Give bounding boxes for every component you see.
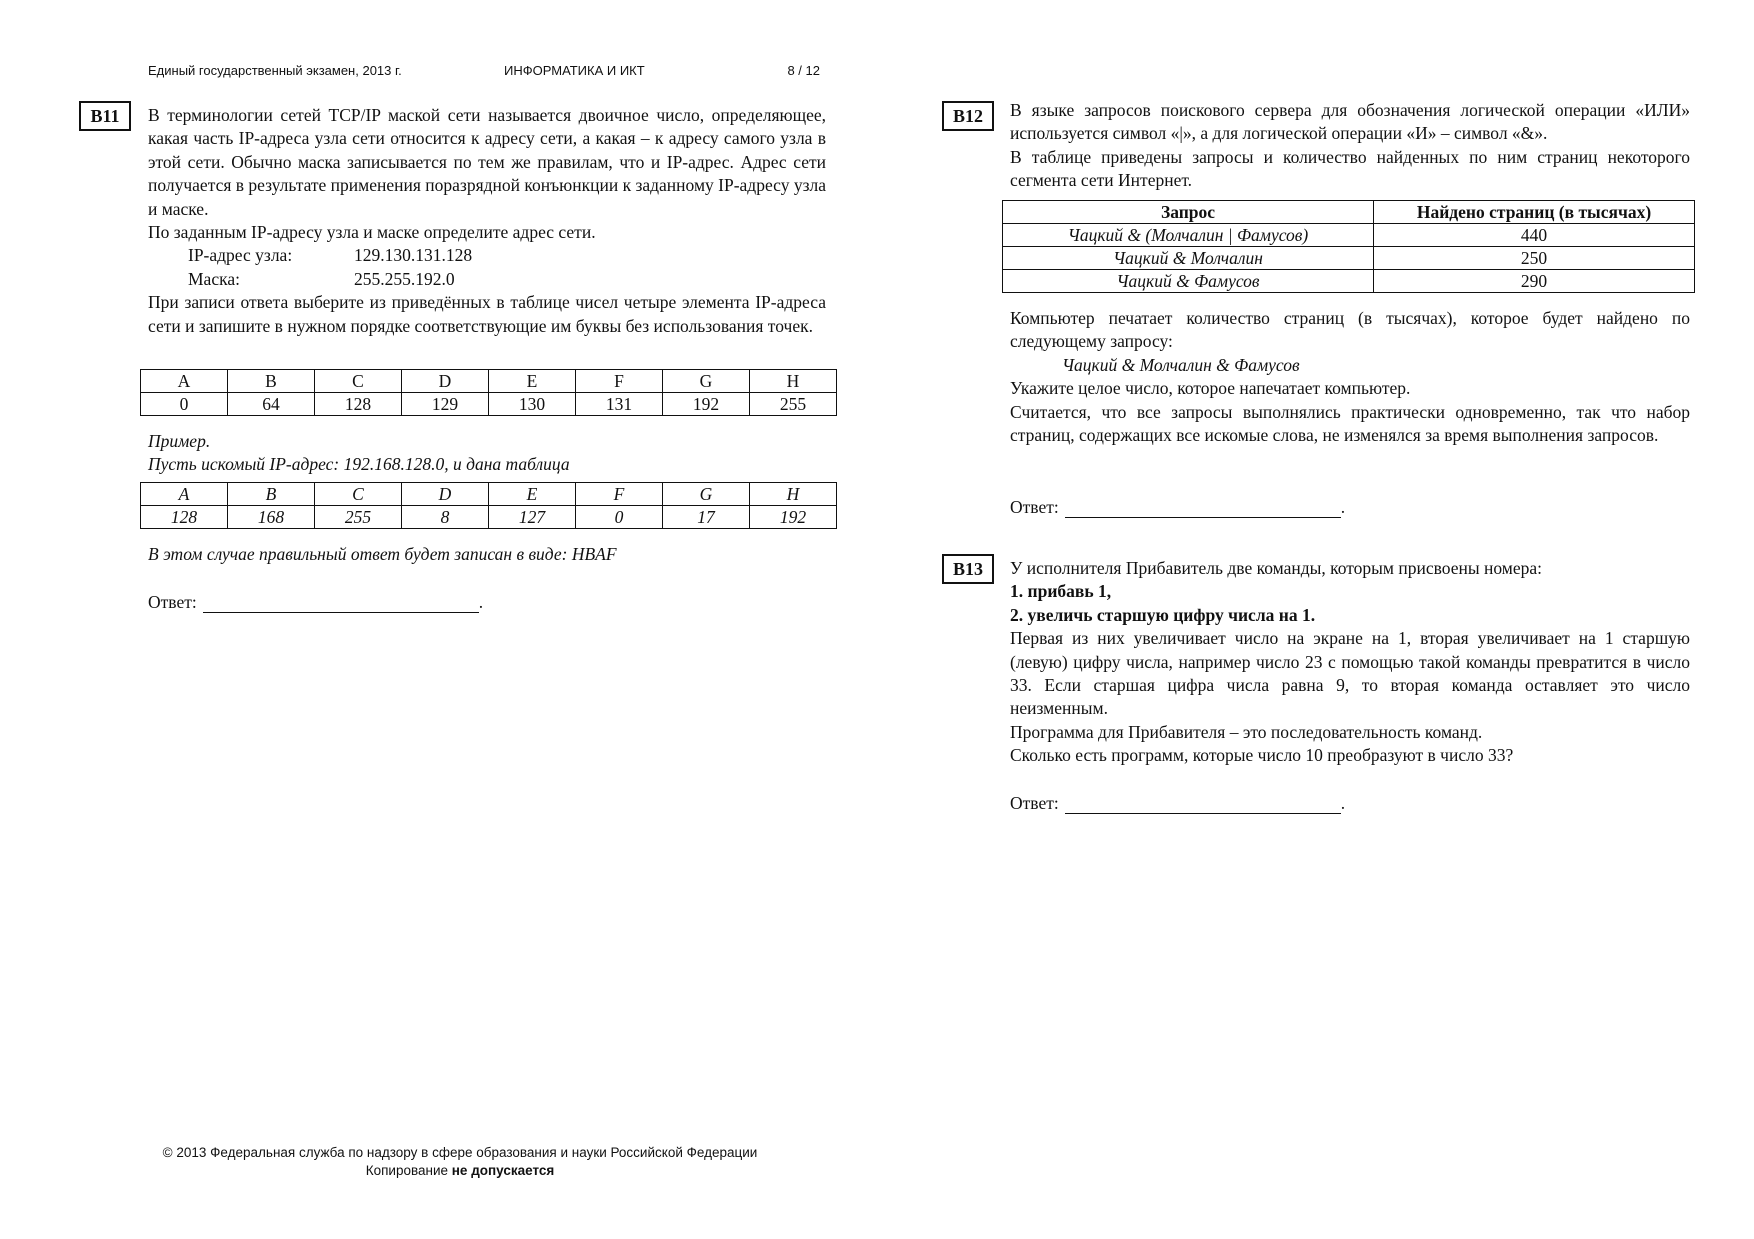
b12-answer-label: Ответ: xyxy=(1010,497,1059,517)
table-cell: 128 xyxy=(315,393,402,416)
b11-instruction: При записи ответа выберите из приведённых в таблице чисел четыре элемента IP-адреса сети и запишите в нужном порядке соответствующие им буквы без использования точек. xyxy=(148,292,826,336)
b11-table-letters-row xyxy=(141,370,837,393)
b12-found-cell: 440 xyxy=(1374,224,1695,247)
b12-note: Считается, что все запросы выполнялись практически одновременно, так что набор страниц, содержащих все искомые слова, не изменялся за время выполнения запросов. xyxy=(1010,401,1690,446)
b12-query-cell: Чацкий & Фамусов xyxy=(1003,270,1374,293)
b12-table xyxy=(1002,200,1695,293)
table-cell: F xyxy=(576,483,663,506)
table-cell: 0 xyxy=(576,506,663,529)
table-cell: 127 xyxy=(489,506,576,529)
b12-header-found: Найдено страниц (в тысячах) xyxy=(1374,201,1695,224)
table-cell: 192 xyxy=(663,393,750,416)
b13-answer-end: . xyxy=(1340,793,1346,813)
table-cell: A xyxy=(141,370,228,393)
table-row xyxy=(1003,247,1695,270)
b11-intro: В терминологии сетей TCP/IP маской сети называется двоичное число, определяющее, какая часть IP-адреса узла сети относится к адресу сети, а какая – к адресу самого узла в этой сети. Обычно маска записывается по тем же правилам, что и IP-адрес. Адрес сети получается в результате применения поразрядной конъюнкции к заданному IP-адресу узла и маске. xyxy=(148,105,826,219)
b11-mask-row xyxy=(148,268,826,291)
table-cell: E xyxy=(489,483,576,506)
table-row xyxy=(1003,224,1695,247)
b12-ask: Укажите целое число, которое напечатает компьютер. xyxy=(1010,378,1411,399)
b13-cmd1: 1. прибавь 1, xyxy=(1010,581,1112,602)
b12-query-cell: Чацкий & Молчалин xyxy=(1003,247,1374,270)
table-cell: D xyxy=(402,483,489,506)
b12-answer-end: . xyxy=(1340,497,1346,517)
b12-text-bottom xyxy=(1010,307,1690,447)
footer-copy-prefix: Копирование xyxy=(365,1163,449,1178)
b13-program: Программа для Прибавителя – это последовательность команд. xyxy=(1010,721,1483,742)
b12-after: Компьютер печатает количество страниц (в тысячах), которое будет найдено по следующему запросу: xyxy=(1010,308,1690,352)
b12-header-query: Запрос xyxy=(1003,201,1374,224)
b13-text xyxy=(1010,557,1690,768)
table-cell: B xyxy=(228,483,315,506)
footer-copyright: © 2013 Федеральная служба по надзору в сфере образования и науки Российской Федерации xyxy=(162,1145,758,1160)
table-cell: 255 xyxy=(315,506,402,529)
table-cell: G xyxy=(663,483,750,506)
table-cell: 17 xyxy=(663,506,750,529)
b13-desc: Первая из них увеличивает число на экране на 1, вторая увеличивает на 1 старшую (левую) цифру числа, например число 23 с помощью такой команды превратится в число 33. Если старшая цифра числа равна 9, то вторая команда оставляет это число неизменным. xyxy=(1010,628,1690,719)
b12-table-header xyxy=(1003,201,1695,224)
b11-example-values-row xyxy=(141,506,837,529)
b11-text xyxy=(148,104,826,338)
b11-example-answer: В этом случае правильный ответ будет записан в виде: HBAF xyxy=(148,544,617,564)
table-cell: 168 xyxy=(228,506,315,529)
table-cell: G xyxy=(663,370,750,393)
table-cell: A xyxy=(141,483,228,506)
b11-example-table xyxy=(140,482,837,529)
b11-answer-end: . xyxy=(478,592,484,612)
b11-example-text: Пусть искомый IP-адрес: 192.168.128.0, и дана таблица xyxy=(148,454,570,475)
b11-table-values-row xyxy=(141,393,837,416)
table-cell: 131 xyxy=(576,393,663,416)
b11-answer-row xyxy=(148,592,483,613)
table-cell: 8 xyxy=(402,506,489,529)
b12-text-top xyxy=(1010,99,1690,193)
b12-query-cell: Чацкий & (Молчалин | Фамусов) xyxy=(1003,224,1374,247)
b13-cmd2: 2. увеличь старшую цифру числа на 1. xyxy=(1010,604,1316,625)
b11-example-letters-row xyxy=(141,483,837,506)
header-exam-title: Единый государственный экзамен, 2013 г. xyxy=(148,63,402,78)
b11-ip-value: 129.130.131.128 xyxy=(354,245,473,266)
table-cell: 255 xyxy=(750,393,837,416)
table-cell: 129 xyxy=(402,393,489,416)
table-cell: 130 xyxy=(489,393,576,416)
b11-example xyxy=(148,430,826,477)
table-cell: 128 xyxy=(141,506,228,529)
question-label-b11: B11 xyxy=(79,101,131,131)
b11-mask-value: 255.255.192.0 xyxy=(354,268,455,289)
b11-table xyxy=(140,369,837,416)
b11-mask-label: Маска: xyxy=(188,268,240,289)
b11-answer-label: Ответ: xyxy=(148,592,197,612)
b13-question: Сколько есть программ, которые число 10 преобразуют в число 33? xyxy=(1010,745,1514,766)
b12-answer-field[interactable] xyxy=(1065,499,1341,518)
table-cell: B xyxy=(228,370,315,393)
b11-ip-label: IP-адрес узла: xyxy=(188,245,293,266)
page-header xyxy=(148,63,820,81)
b12-query: Чацкий & Молчалин & Фамусов xyxy=(1062,354,1300,375)
question-label-b13: B13 xyxy=(942,554,994,584)
header-page-number: 8 / 12 xyxy=(787,63,820,78)
b12-intro2: В таблице приведены запросы и количество найденных по ним страниц некоторого сегмента сети Интернет. xyxy=(1010,146,1690,191)
question-label-b12: B12 xyxy=(942,101,994,131)
table-cell: C xyxy=(315,370,402,393)
table-cell: H xyxy=(750,483,837,506)
table-cell: D xyxy=(402,370,489,393)
b11-example-title: Пример. xyxy=(148,431,211,451)
header-subject: ИНФОРМАТИКА И ИКТ xyxy=(504,63,645,78)
b13-answer-field[interactable] xyxy=(1065,795,1341,814)
b12-answer-row xyxy=(1010,497,1345,518)
b11-task: По заданным IP-адресу узла и маске определите адрес сети. xyxy=(148,222,596,243)
table-cell: 192 xyxy=(750,506,837,529)
b13-intro: У исполнителя Прибавитель две команды, которым присвоены номера: xyxy=(1010,558,1542,578)
footer-copy-notice xyxy=(100,1162,820,1180)
b11-ip-row xyxy=(148,244,826,267)
b12-intro: В языке запросов поискового сервера для обозначения логической операции «ИЛИ» используется символ «|», а для логической операции «И» – символ «&». xyxy=(1010,100,1690,144)
table-cell: E xyxy=(489,370,576,393)
table-row xyxy=(1003,270,1695,293)
b11-answer-field[interactable] xyxy=(203,594,479,613)
b12-found-cell: 290 xyxy=(1374,270,1695,293)
table-cell: H xyxy=(750,370,837,393)
footer-copy-bold: не допускается xyxy=(451,1163,555,1178)
b12-found-cell: 250 xyxy=(1374,247,1695,270)
page-footer xyxy=(100,1144,820,1180)
b13-answer-row xyxy=(1010,793,1345,814)
table-cell: 0 xyxy=(141,393,228,416)
table-cell: F xyxy=(576,370,663,393)
table-cell: C xyxy=(315,483,402,506)
b13-answer-label: Ответ: xyxy=(1010,793,1059,813)
table-cell: 64 xyxy=(228,393,315,416)
